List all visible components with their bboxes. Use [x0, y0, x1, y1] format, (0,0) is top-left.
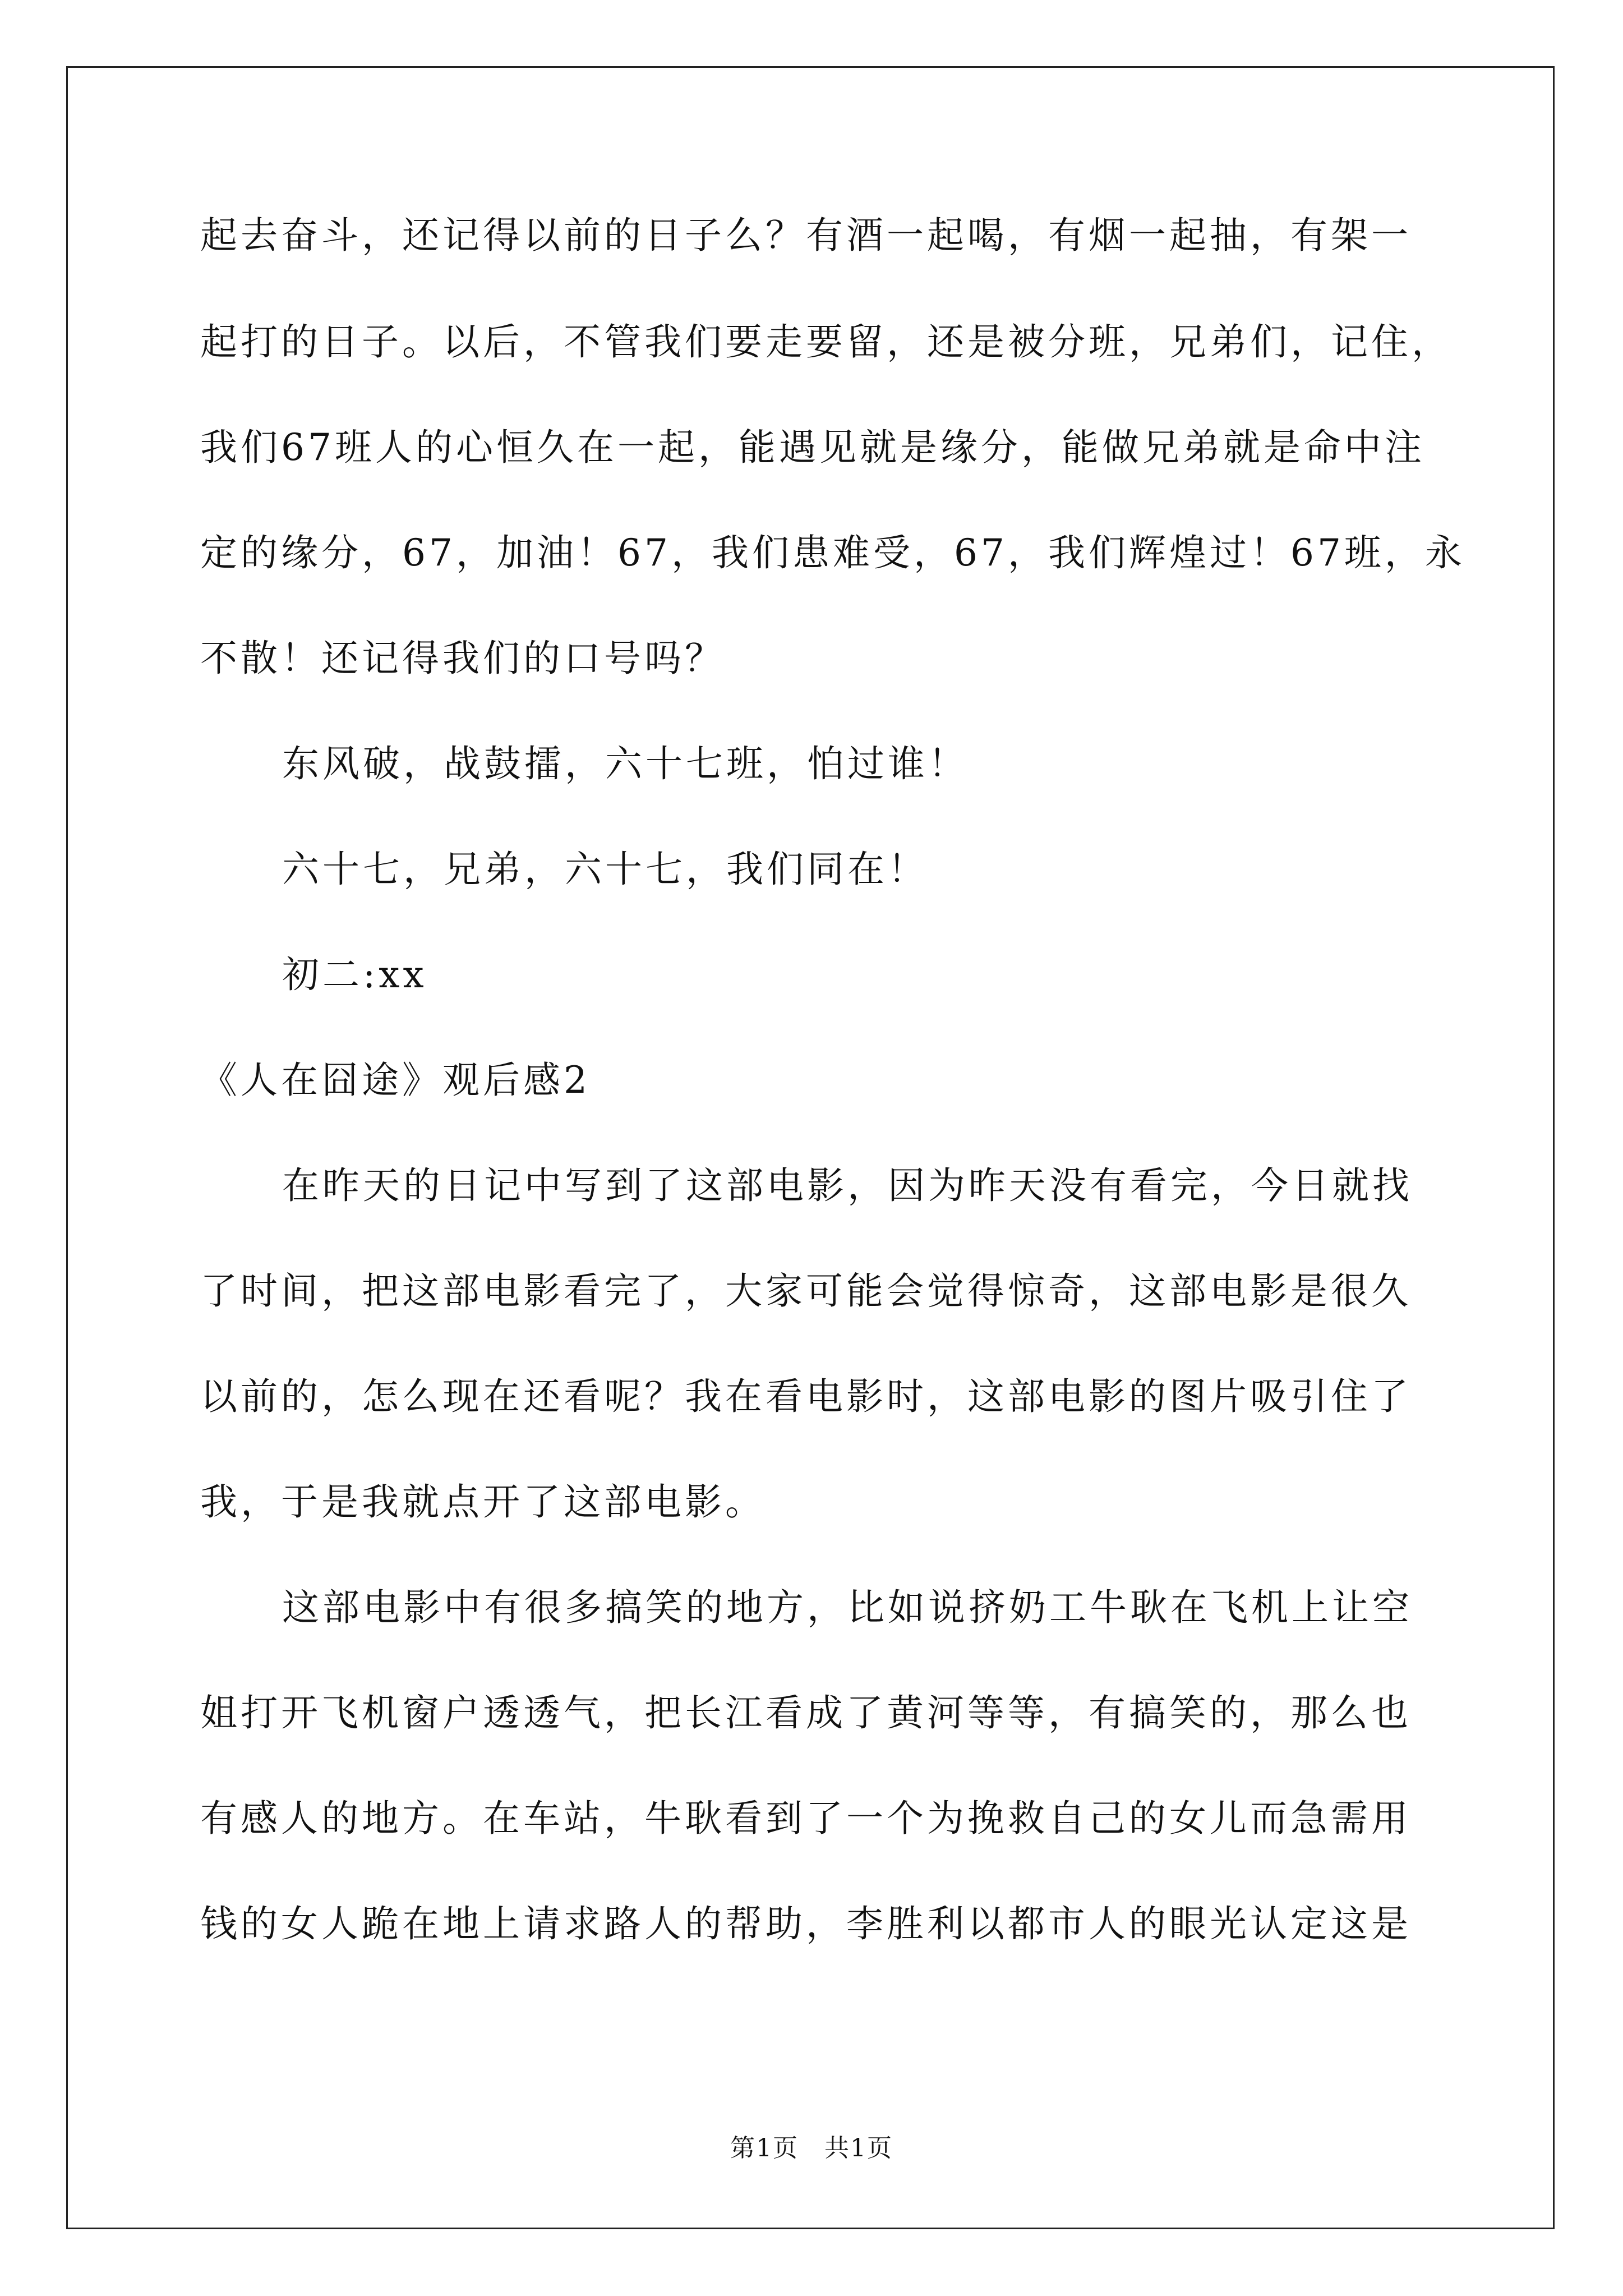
section-title: 《人在囧途》观后感2 — [200, 1059, 591, 1102]
paragraph-line: 这部电影中有很多搞笑的地方，比如说挤奶工牛耿在飞机上让空 — [282, 1586, 1413, 1629]
paragraph-line: 有感人的地方。在车站，牛耿看到了一个为挽救自己的女儿而急需用 — [200, 1797, 1412, 1840]
paragraph-line: 我们67班人的心恒久在一起，能遇见就是缘分，能做兄弟就是命中注 — [200, 426, 1425, 469]
slogan-line-1: 东风破，战鼓擂，六十七班，怕过谁！ — [282, 742, 969, 785]
paragraph-line: 了时间，把这部电影看完了，大家可能会觉得惊奇，这部电影是很久 — [200, 1269, 1412, 1313]
paragraph-line: 钱的女人跪在地上请求路人的帮助，李胜利以都市人的眼光认定这是 — [200, 1902, 1412, 1945]
paragraph-line: 姐打开飞机窗户透透气，把长江看成了黄河等等，有搞笑的，那么也 — [200, 1691, 1412, 1734]
paragraph-line: 起打的日子。以后，不管我们要走要留，还是被分班，兄弟们，记住， — [200, 320, 1452, 364]
paragraph-line: 我，于是我就点开了这部电影。 — [200, 1480, 766, 1524]
slogan-line-2: 六十七，兄弟，六十七，我们同在！ — [282, 848, 928, 891]
paragraph-line: 定的缘分，67，加油！67，我们患难受，67，我们辉煌过！67班，永 — [200, 531, 1465, 574]
paragraph-line: 起去奋斗，还记得以前的日子么？有酒一起喝，有烟一起抽，有架一 — [200, 214, 1412, 257]
paragraph-line: 不散！还记得我们的口号吗？ — [200, 637, 725, 680]
paragraph-line: 以前的，怎么现在还看呢？我在看电影时，这部电影的图片吸引住了 — [200, 1375, 1412, 1418]
signature: 初二:xx — [282, 953, 427, 996]
page-footer: 第1页 共1页 — [730, 2134, 893, 2162]
paragraph-line: 在昨天的日记中写到了这部电影，因为昨天没有看完，今日就找 — [282, 1164, 1413, 1207]
